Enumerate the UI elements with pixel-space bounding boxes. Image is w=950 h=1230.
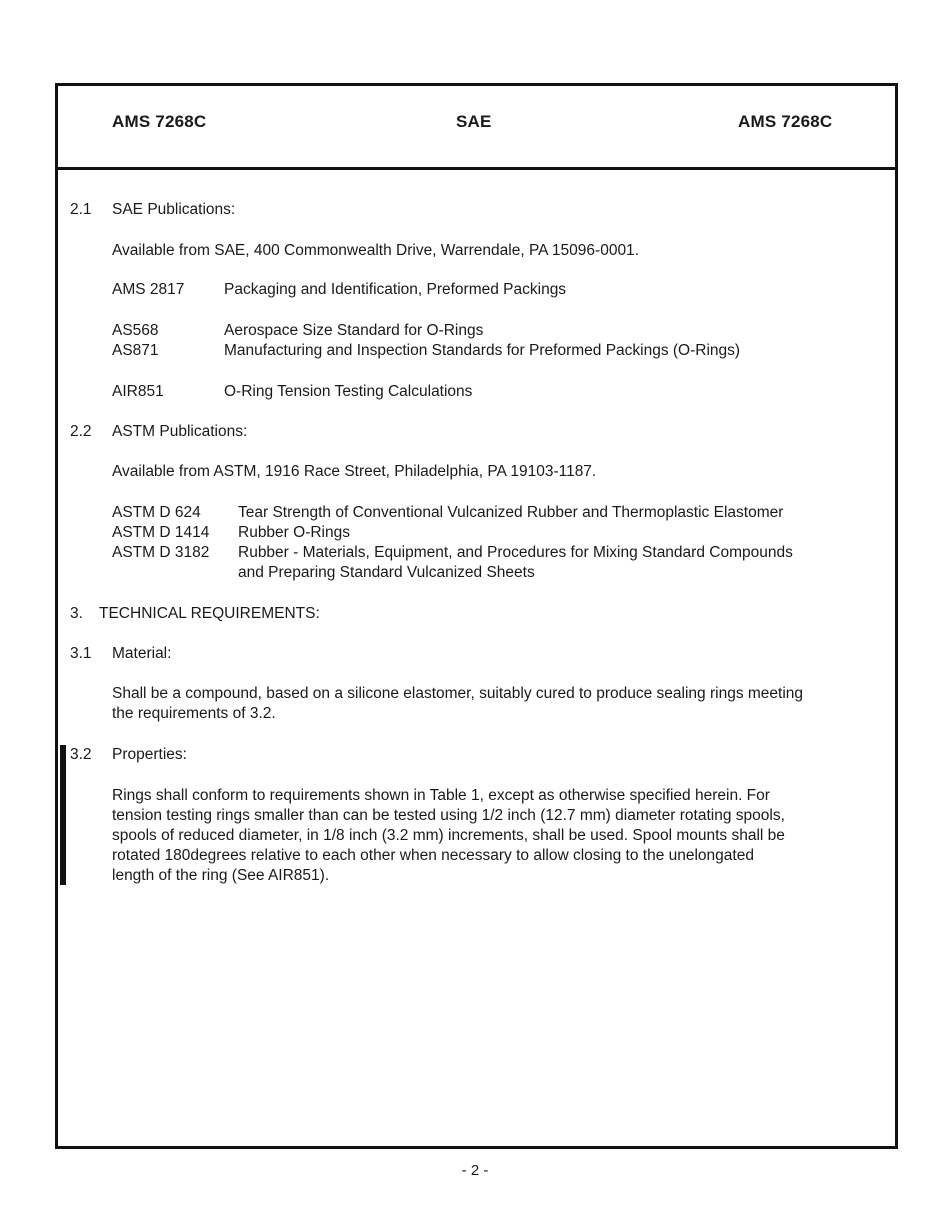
header-doc-number-left: AMS 7268C [112,112,207,131]
ref-title-continued: and Preparing Standard Vulcanized Sheets [238,564,535,581]
section-3-2-text-line: spools of reduced diameter, in 1/8 inch (3.2 mm) increments, shall be used. Spool mounts shall be [112,827,785,844]
section-2-1-title: SAE Publications: [112,201,236,218]
ref-title: O-Ring Tension Testing Calculations [224,383,473,400]
page-number: - 2 - [461,1162,489,1179]
section-3-number: 3. [70,605,83,622]
header-divider [58,167,895,170]
section-2-2-availability: Available from ASTM, 1916 Race Street, Philadelphia, PA 19103-1187. [112,463,597,480]
section-2-1-availability: Available from SAE, 400 Commonwealth Drive, Warrendale, PA 15096-0001. [112,242,639,259]
section-2-2-title: ASTM Publications: [112,423,248,440]
ref-code: AIR851 [112,383,164,400]
section-3-2-text-line: rotated 180degrees relative to each other when necessary to allow closing to the unelongated [112,847,754,864]
section-3-1-title: Material: [112,645,172,662]
header-publisher: SAE [456,112,492,131]
ref-title: Rubber O-Rings [238,524,350,541]
ref-code: AMS 2817 [112,281,185,298]
ref-title: Rubber - Materials, Equipment, and Procedures for Mixing Standard Compounds [238,544,793,561]
ref-code: ASTM D 1414 [112,524,210,541]
section-3-2-number: 3.2 [70,746,92,763]
ref-title: Aerospace Size Standard for O-Rings [224,322,484,339]
ref-title: Packaging and Identification, Preformed Packings [224,281,567,298]
ref-code: ASTM D 624 [112,504,201,521]
section-3-2-title: Properties: [112,746,187,763]
ref-title: Manufacturing and Inspection Standards for Preformed Packings (O-Rings) [224,342,741,359]
header-doc-number-right: AMS 7268C [738,112,833,131]
ref-code: AS568 [112,322,159,339]
section-2-2-number: 2.2 [70,423,92,440]
ref-title: Tear Strength of Conventional Vulcanized Rubber and Thermoplastic Elastomer [238,504,784,521]
section-3-1-number: 3.1 [70,645,92,662]
ref-code: ASTM D 3182 [112,544,210,561]
section-3-2-text-line: tension testing rings smaller than can be tested using 1/2 inch (12.7 mm) diameter rotating spools, [112,807,785,824]
ref-code: AS871 [112,342,159,359]
section-3-1-text-line: the requirements of 3.2. [112,705,276,722]
revision-change-bar [60,745,66,885]
section-3-1-text-line: Shall be a compound, based on a silicone elastomer, suitably cured to produce sealing rings meeting [112,685,804,702]
section-3-2-text-line: Rings shall conform to requirements shown in Table 1, except as otherwise specified herein. For [112,787,770,804]
section-3-title: TECHNICAL REQUIREMENTS: [99,605,320,622]
section-2-1-number: 2.1 [70,201,92,218]
page-frame [55,83,898,1149]
section-3-2-text-line: length of the ring (See AIR851). [112,867,330,884]
